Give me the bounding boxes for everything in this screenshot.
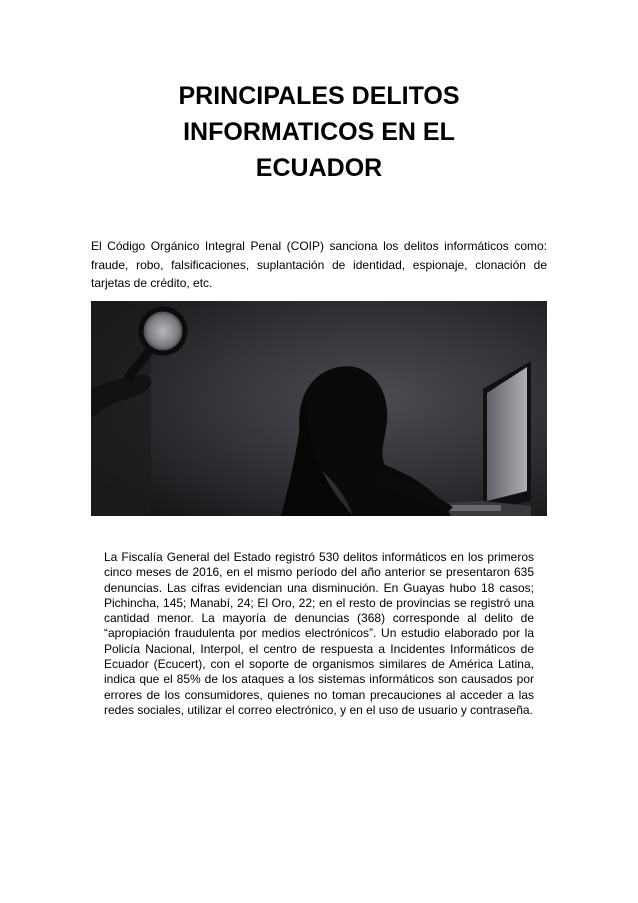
photo-illustration	[91, 301, 547, 516]
body-paragraph: La Fiscalía General del Estado registró 530 delitos informáticos en los primeros cinco meses de 2016, en el mismo período del año anterior se presentaron 635 denuncias. Las cifras evidencian una disminución. En Guayas hubo 18 casos; Pichincha, 145; Manabí, 24; El Oro, 22; en el resto de provincias se registró una cantidad menor. La mayoría de denuncias (368) corresponde al delito de “apropiación fraudulenta por medios electrónicos”. Un estudio elaborado por la Policía Nacional, Interpol, el centro de respuesta a Incidentes Informáticos de Ecuador (Ecucert), con el soporte de organismos similares de América Latina, indica que el 85% de los ataques a los sistemas informáticos son causados por errores de los consumidores, quienes no toman precauciones al acceder a las redes sociales, utilizar el correo electrónico, y en el uso de usuario y contraseña.	[104, 550, 534, 717]
page-title	[120, 78, 518, 186]
article-photo	[91, 301, 547, 516]
title-line-1: PRINCIPALES DELITOS	[178, 82, 460, 110]
title-line-3: ECUADOR	[255, 154, 383, 182]
intro-paragraph: El Código Orgánico Integral Penal (COIP) sanciona los delitos informáticos como: fraude, robo, falsificaciones, suplantación de identidad, espionaje, clonación de tarjetas de crédito, etc.	[91, 239, 547, 290]
title-line-2: INFORMATICOS EN EL	[183, 118, 455, 146]
